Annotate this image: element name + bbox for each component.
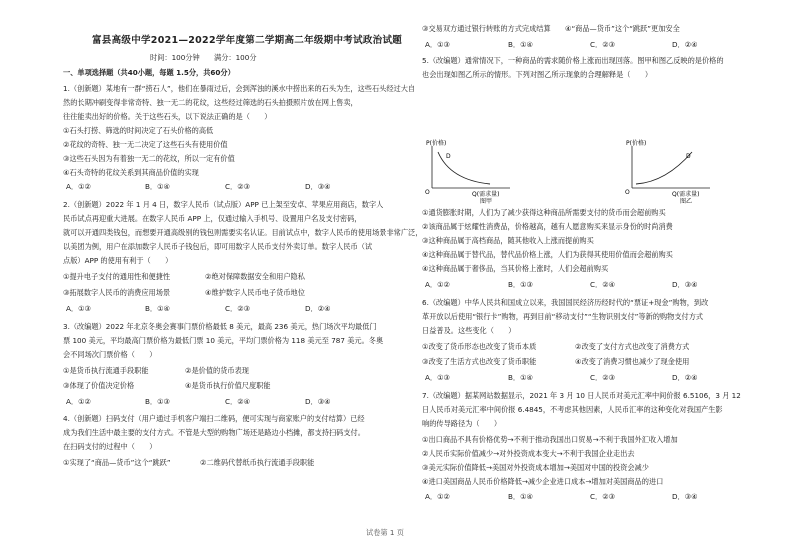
option-d: D．③④ bbox=[672, 492, 698, 501]
statement: ③拓展数字人民币的消费应用场景 bbox=[63, 288, 171, 297]
option-b: B．①④ bbox=[145, 182, 171, 191]
graph-jia-caption: 图甲 bbox=[480, 198, 493, 204]
graph-yi-x-label: Q(需求量) bbox=[672, 191, 700, 198]
statement: ④改变了消费习惯也减少了现金使用 bbox=[575, 357, 690, 366]
graph-jia-curve-label: D bbox=[446, 153, 451, 160]
statement: ①是货币执行流通手段职能 bbox=[63, 366, 149, 375]
option-b: B．①④ bbox=[508, 373, 534, 382]
option-a: A．①② bbox=[66, 397, 91, 406]
statement: ②人民币实际价值减少→对外投资成本变大→不利于我国企业走出去 bbox=[422, 449, 635, 458]
option-a: A．①③ bbox=[425, 373, 450, 382]
question-stem: 6.（改编题）中华人民共和国成立以来，我国国民经济历经时代的“票证+现金”购物，到改 bbox=[422, 298, 709, 307]
question-stem: 4.（创新题）扫码支付（用户通过手机客户端扫二维码，便可实现与商家账户的支付结算）已经 bbox=[63, 414, 365, 423]
statement: ①出口商品不具有价格优势→不利于推动我国出口贸易→不利于我国外汇收入增加 bbox=[422, 435, 678, 444]
option-c: C．②④ bbox=[225, 397, 251, 406]
option-b: B．①④ bbox=[145, 304, 171, 313]
question-stem: 响的传导路径为（ ） bbox=[422, 419, 502, 428]
statement: ④这种商品属于替代品，替代品价格上涨，人们为获得其使用价值而会超前购买 bbox=[422, 250, 673, 259]
statement: ①实现了“商品—货币”这个“跳跃” bbox=[63, 458, 171, 467]
question-stem: 日益普及。这些变化（ ） bbox=[422, 326, 516, 335]
graph-jia-y-label: P(价格) bbox=[426, 140, 447, 147]
option-c: C．②③ bbox=[590, 373, 616, 382]
statement: ③美元实际价值降低→美国对外投资成本增加→美国对中国的投资会减少 bbox=[422, 463, 649, 472]
statement: ②是价值的货币表现 bbox=[185, 366, 249, 375]
statement: ②花纹的奇特、独一无二决定了这些石头有使用价值 bbox=[63, 140, 228, 149]
right-column bbox=[400, 0, 794, 550]
question-stem: 民币试点再迎重大进展。在数字人民币 APP 上，仅通过输入手机号、设置用户名及支付密码， bbox=[63, 214, 362, 223]
option-b: B．①③ bbox=[508, 280, 534, 289]
question-stem: 3.（改编题）2022 年北京冬奥会赛事门票价格最低 8 美元，最高 236 美元，热门场次平均最低门 bbox=[63, 322, 377, 331]
question-stem: 2.（创新题）2022 年 1 月 4 日，数字人民币（试点版）APP 已上架至安卓、苹果应用商店，数字人 bbox=[63, 200, 384, 209]
question-stem: 也会出现如图乙所示的情形。下列对图乙所示现象的合理解释是（ ） bbox=[422, 70, 653, 79]
statement: ④“商品—货币”这个“跳跃”更加安全 bbox=[565, 24, 680, 33]
question-stem: 以美团为例，用户在添加数字人民币子钱包后，即可用数字人民币支付外卖订单。数字人民币（试 bbox=[63, 242, 373, 251]
page-footer: 试卷第 1 页 bbox=[366, 528, 404, 537]
option-d: D．②④ bbox=[672, 373, 698, 382]
statement: ④进口美国商品人民币价格降低→减少企业进口成本→增加对美国商品的进口 bbox=[422, 477, 664, 486]
statement: ①通货膨胀时期，人们为了减少获得这种商品所需要支付的货币而会超前购买 bbox=[422, 208, 666, 217]
exam-meta: 时间：100分钟 满分：100分 bbox=[150, 53, 257, 62]
option-d: D．②④ bbox=[305, 304, 331, 313]
option-d: D．③④ bbox=[305, 397, 331, 406]
option-d: D．③④ bbox=[672, 280, 698, 289]
statement: ④维护数字人民币电子货币地位 bbox=[205, 288, 305, 297]
question-stem: 5.（改编题）通常情况下，一种商品的需求随价格上涨而出现回落。图甲和图乙反映的是价格的 bbox=[422, 56, 724, 65]
statement: ②二维码代替纸币执行流通手段职能 bbox=[200, 458, 315, 467]
statement: ②绝对保障数据安全和用户隐私 bbox=[205, 272, 305, 281]
statement: ③改变了生活方式也改变了货币职能 bbox=[422, 357, 537, 366]
option-c: C．②④ bbox=[590, 280, 616, 289]
statement: ②改变了支付方式也改变了消费方式 bbox=[575, 342, 690, 351]
option-a: A．①② bbox=[425, 492, 450, 501]
option-a: A．①③ bbox=[66, 304, 91, 313]
exam-title: 富县高级中学2021—2022学年度第二学期高二年级期中考试政治试题 bbox=[92, 35, 403, 46]
statement: ④是货币执行价值尺度职能 bbox=[185, 381, 271, 390]
question-stem: 成为我们生活中最主要的支付方式。不管是大型的购物广场还是路边小档摊，都支持扫码支付。 bbox=[63, 428, 365, 437]
question-stem: 点版）APP 的使用有利于（ ） bbox=[63, 256, 173, 265]
question-stem: 革开放以后使用“银行卡”购物，再到目前“移动支付”“生物识别支付”等新的购物支付方式 bbox=[422, 312, 704, 321]
option-b: B．①④ bbox=[508, 492, 534, 501]
question-stem: 7.（改编题）据某网站数据显示，2021 年 3 月 10 日人民币对美元汇率中间价报 6.5106，3 月 12 bbox=[422, 391, 741, 400]
graph-jia-x-label: Q(需求量) bbox=[472, 191, 500, 198]
graph-jia bbox=[420, 138, 520, 204]
statement: ①提升电子支付的通用性和便捷性 bbox=[63, 272, 171, 281]
question-stem: 1.（创新题）某地有一群“捞石人”，他们在暴雨过后，会到浑浊的溪水中捞出来的石头为生，这些石头经过大自 bbox=[63, 84, 416, 93]
question-stem: 然的长期冲刷变得非常奇特、独一无二的花纹，这些经过筛选的石头拍摄照片放在网上售卖， bbox=[63, 98, 358, 107]
graph-yi bbox=[620, 138, 720, 204]
option-c: C．②③ bbox=[225, 304, 251, 313]
option-c: C．②③ bbox=[225, 182, 251, 191]
question-stem: 往往能卖出好的价格。关于这些石头，以下说法正确的是（ ） bbox=[63, 112, 272, 121]
option-d: D．②④ bbox=[672, 40, 698, 49]
section-heading: 一、单项选择题（共40小题，每题 1.5分，共60分） bbox=[63, 68, 235, 77]
question-stem: 在扫码支付的过程中（ ） bbox=[63, 442, 157, 451]
statement: ①石头打捞、筛选的时间决定了石头价格的高低 bbox=[63, 126, 214, 135]
statement: ③这些石头因为有着独一无二的花纹，所以一定有价值 bbox=[63, 154, 235, 163]
graph-yi-origin: O bbox=[625, 189, 630, 196]
option-a: A．①③ bbox=[425, 40, 450, 49]
option-a: A．①② bbox=[66, 182, 91, 191]
question-stem: 日人民币对美元汇率中间价报 6.4845，不考虑其他因素，人民币汇率的这种变化对我国产生影 bbox=[422, 405, 723, 414]
question-stem: 票 100 美元，平均最高门票价格为最低门票 10 美元，平均门票价格为 118 美元至 787 美元。冬奥 bbox=[63, 336, 384, 345]
question-stem: 就可以开通四类钱包，而想要开通高级别的钱包则需要实名认证。目前试点中，数字人民币的使用场景非常广泛， bbox=[63, 228, 423, 237]
statement: ④石头奇特的花纹关系到其商品价值的实现 bbox=[63, 168, 199, 177]
statement: ②该商品属于炫耀性消费品，价格越高，越有人愿意购买来显示身份的时尚消费 bbox=[422, 222, 673, 231]
statement: ④这种商品属于奢侈品，当其价格上涨时，人们会超前购买 bbox=[422, 264, 609, 273]
statement: ③交易双方通过银行转账的方式完成结算 bbox=[422, 24, 551, 33]
statement: ③体现了价值决定价格 bbox=[63, 381, 135, 390]
question-stem: 会不同场次门票价格（ ） bbox=[63, 350, 157, 359]
graph-jia-origin: O bbox=[425, 189, 430, 196]
graph-yi-y-label: P(价格) bbox=[626, 140, 647, 147]
statement: ③这种商品属于高档商品，随其他收入上涨而提前购买 bbox=[422, 236, 594, 245]
statement: ①改变了货币形态也改变了货币本质 bbox=[422, 342, 537, 351]
option-b: B．①③ bbox=[145, 397, 171, 406]
option-b: B．①④ bbox=[508, 40, 534, 49]
graph-yi-curve-label: D bbox=[686, 153, 691, 160]
option-d: D．③④ bbox=[305, 182, 331, 191]
graph-yi-caption: 图乙 bbox=[680, 198, 693, 204]
option-c: C．②③ bbox=[590, 492, 616, 501]
option-c: C．②③ bbox=[590, 40, 616, 49]
option-a: A．①② bbox=[425, 280, 450, 289]
